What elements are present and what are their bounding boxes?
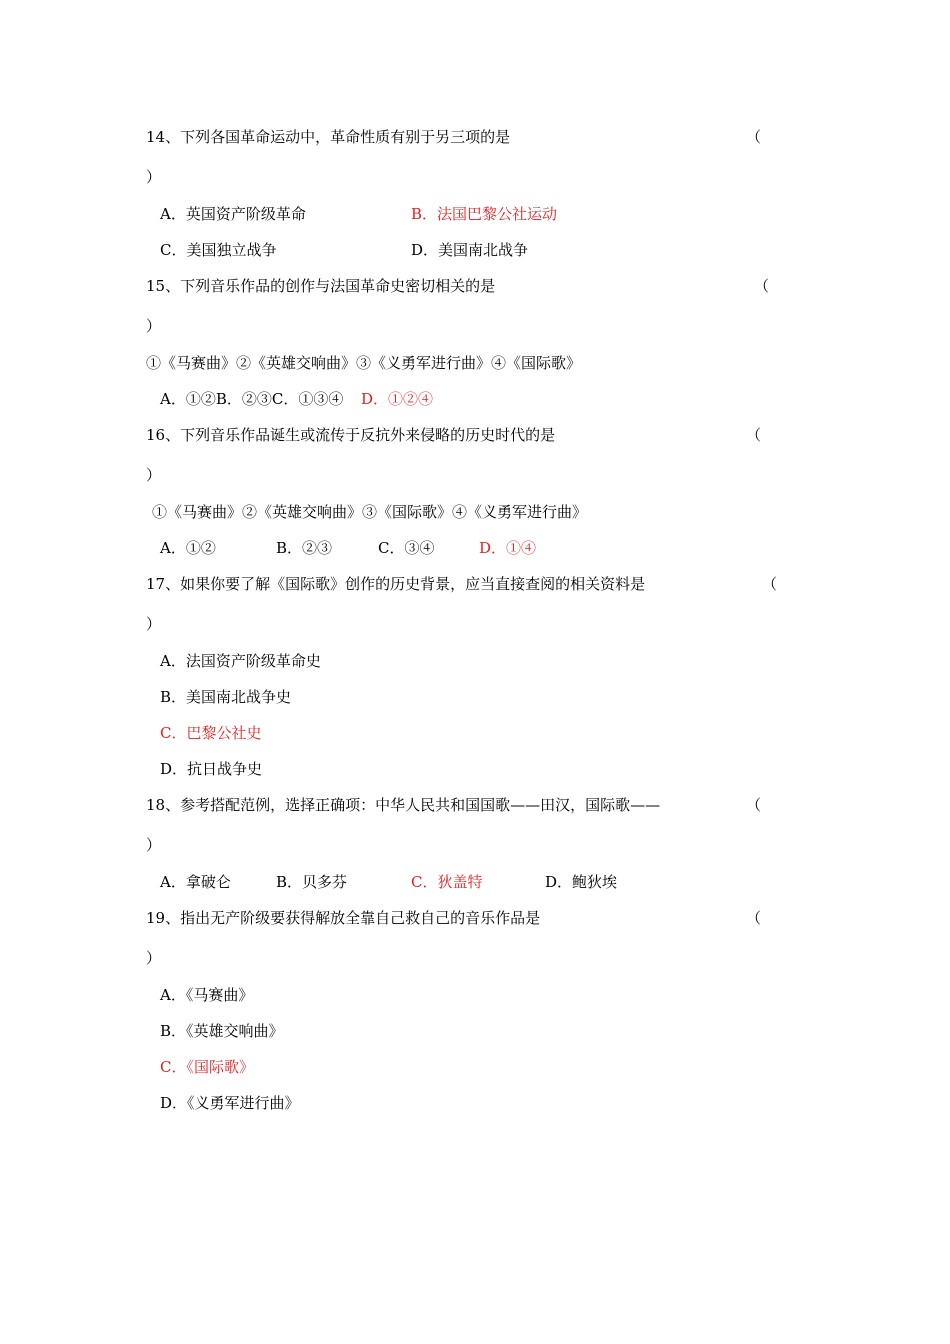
q18-option-c-answer: C．狄盖特	[411, 873, 483, 891]
q18-open-paren: （	[746, 796, 762, 814]
q17-option-b: B．美国南北战争史	[160, 688, 292, 706]
q14-open-paren: （	[746, 128, 762, 146]
q15-option-d-answer: D．①②④	[361, 390, 434, 408]
q19-close-paren: ）	[146, 949, 162, 967]
q16-option-d-answer: D．①④	[479, 539, 537, 557]
q19-option-a: A．《马赛曲》	[160, 986, 254, 1004]
q18-option-d: D．鲍狄埃	[545, 873, 618, 891]
q17-option-d: D．抗日战争史	[160, 760, 263, 778]
q14-option-d: D．美国南北战争	[411, 241, 529, 259]
q16-open-paren: （	[746, 426, 762, 444]
q18-stem: 18、参考搭配范例，选择正确项：中华人民共和国国歌——田汉，国际歌——	[146, 796, 661, 814]
q17-close-paren: ）	[146, 615, 162, 633]
q14-option-b-answer: B．法国巴黎公社运动	[411, 205, 558, 223]
q16-items: ①《马赛曲》②《英雄交响曲》③《国际歌》④《义勇军进行曲》	[152, 503, 588, 521]
q18-option-a: A．拿破仑	[160, 873, 231, 891]
q19-option-d: D．《义勇军进行曲》	[160, 1094, 300, 1112]
q17-stem: 17、如果你要了解《国际歌》创作的历史背景，应当直接查阅的相关资料是	[146, 575, 646, 593]
q16-stem: 16、下列音乐作品诞生或流传于反抗外来侵略的历史时代的是	[146, 426, 556, 444]
q15-open-paren: （	[754, 277, 770, 295]
q14-close-paren: ）	[146, 168, 162, 186]
q19-option-c-answer: C．《国际歌》	[160, 1058, 254, 1076]
q15-options-abc: A．①②B．②③C．①③④	[160, 390, 344, 408]
q16-option-a: A．①②	[160, 539, 216, 557]
q14-stem: 14、下列各国革命运动中，革命性质有别于另三项的是	[146, 128, 511, 146]
q16-option-b: B．②③	[276, 539, 333, 557]
q18-option-b: B．贝多芬	[276, 873, 348, 891]
q19-stem: 19、指出无产阶级要获得解放全靠自己救自己的音乐作品是	[146, 909, 541, 927]
q15-stem: 15、下列音乐作品的创作与法国革命史密切相关的是	[146, 277, 496, 295]
q19-open-paren: （	[746, 909, 762, 927]
q15-items: ①《马赛曲》②《英雄交响曲》③《义勇军进行曲》④《国际歌》	[146, 354, 582, 372]
q16-close-paren: ）	[146, 466, 162, 484]
q17-option-a: A．法国资产阶级革命史	[160, 652, 321, 670]
q16-option-c: C．③④	[378, 539, 435, 557]
q14-option-a: A．英国资产阶级革命	[160, 205, 306, 223]
q15-close-paren: ）	[146, 317, 162, 335]
q19-option-b: B．《英雄交响曲》	[160, 1022, 284, 1040]
q14-option-c: C．美国独立战争	[160, 241, 277, 259]
q17-open-paren: （	[762, 575, 778, 593]
q17-option-c-answer: C．巴黎公社史	[160, 724, 262, 742]
q18-close-paren: ）	[146, 836, 162, 854]
